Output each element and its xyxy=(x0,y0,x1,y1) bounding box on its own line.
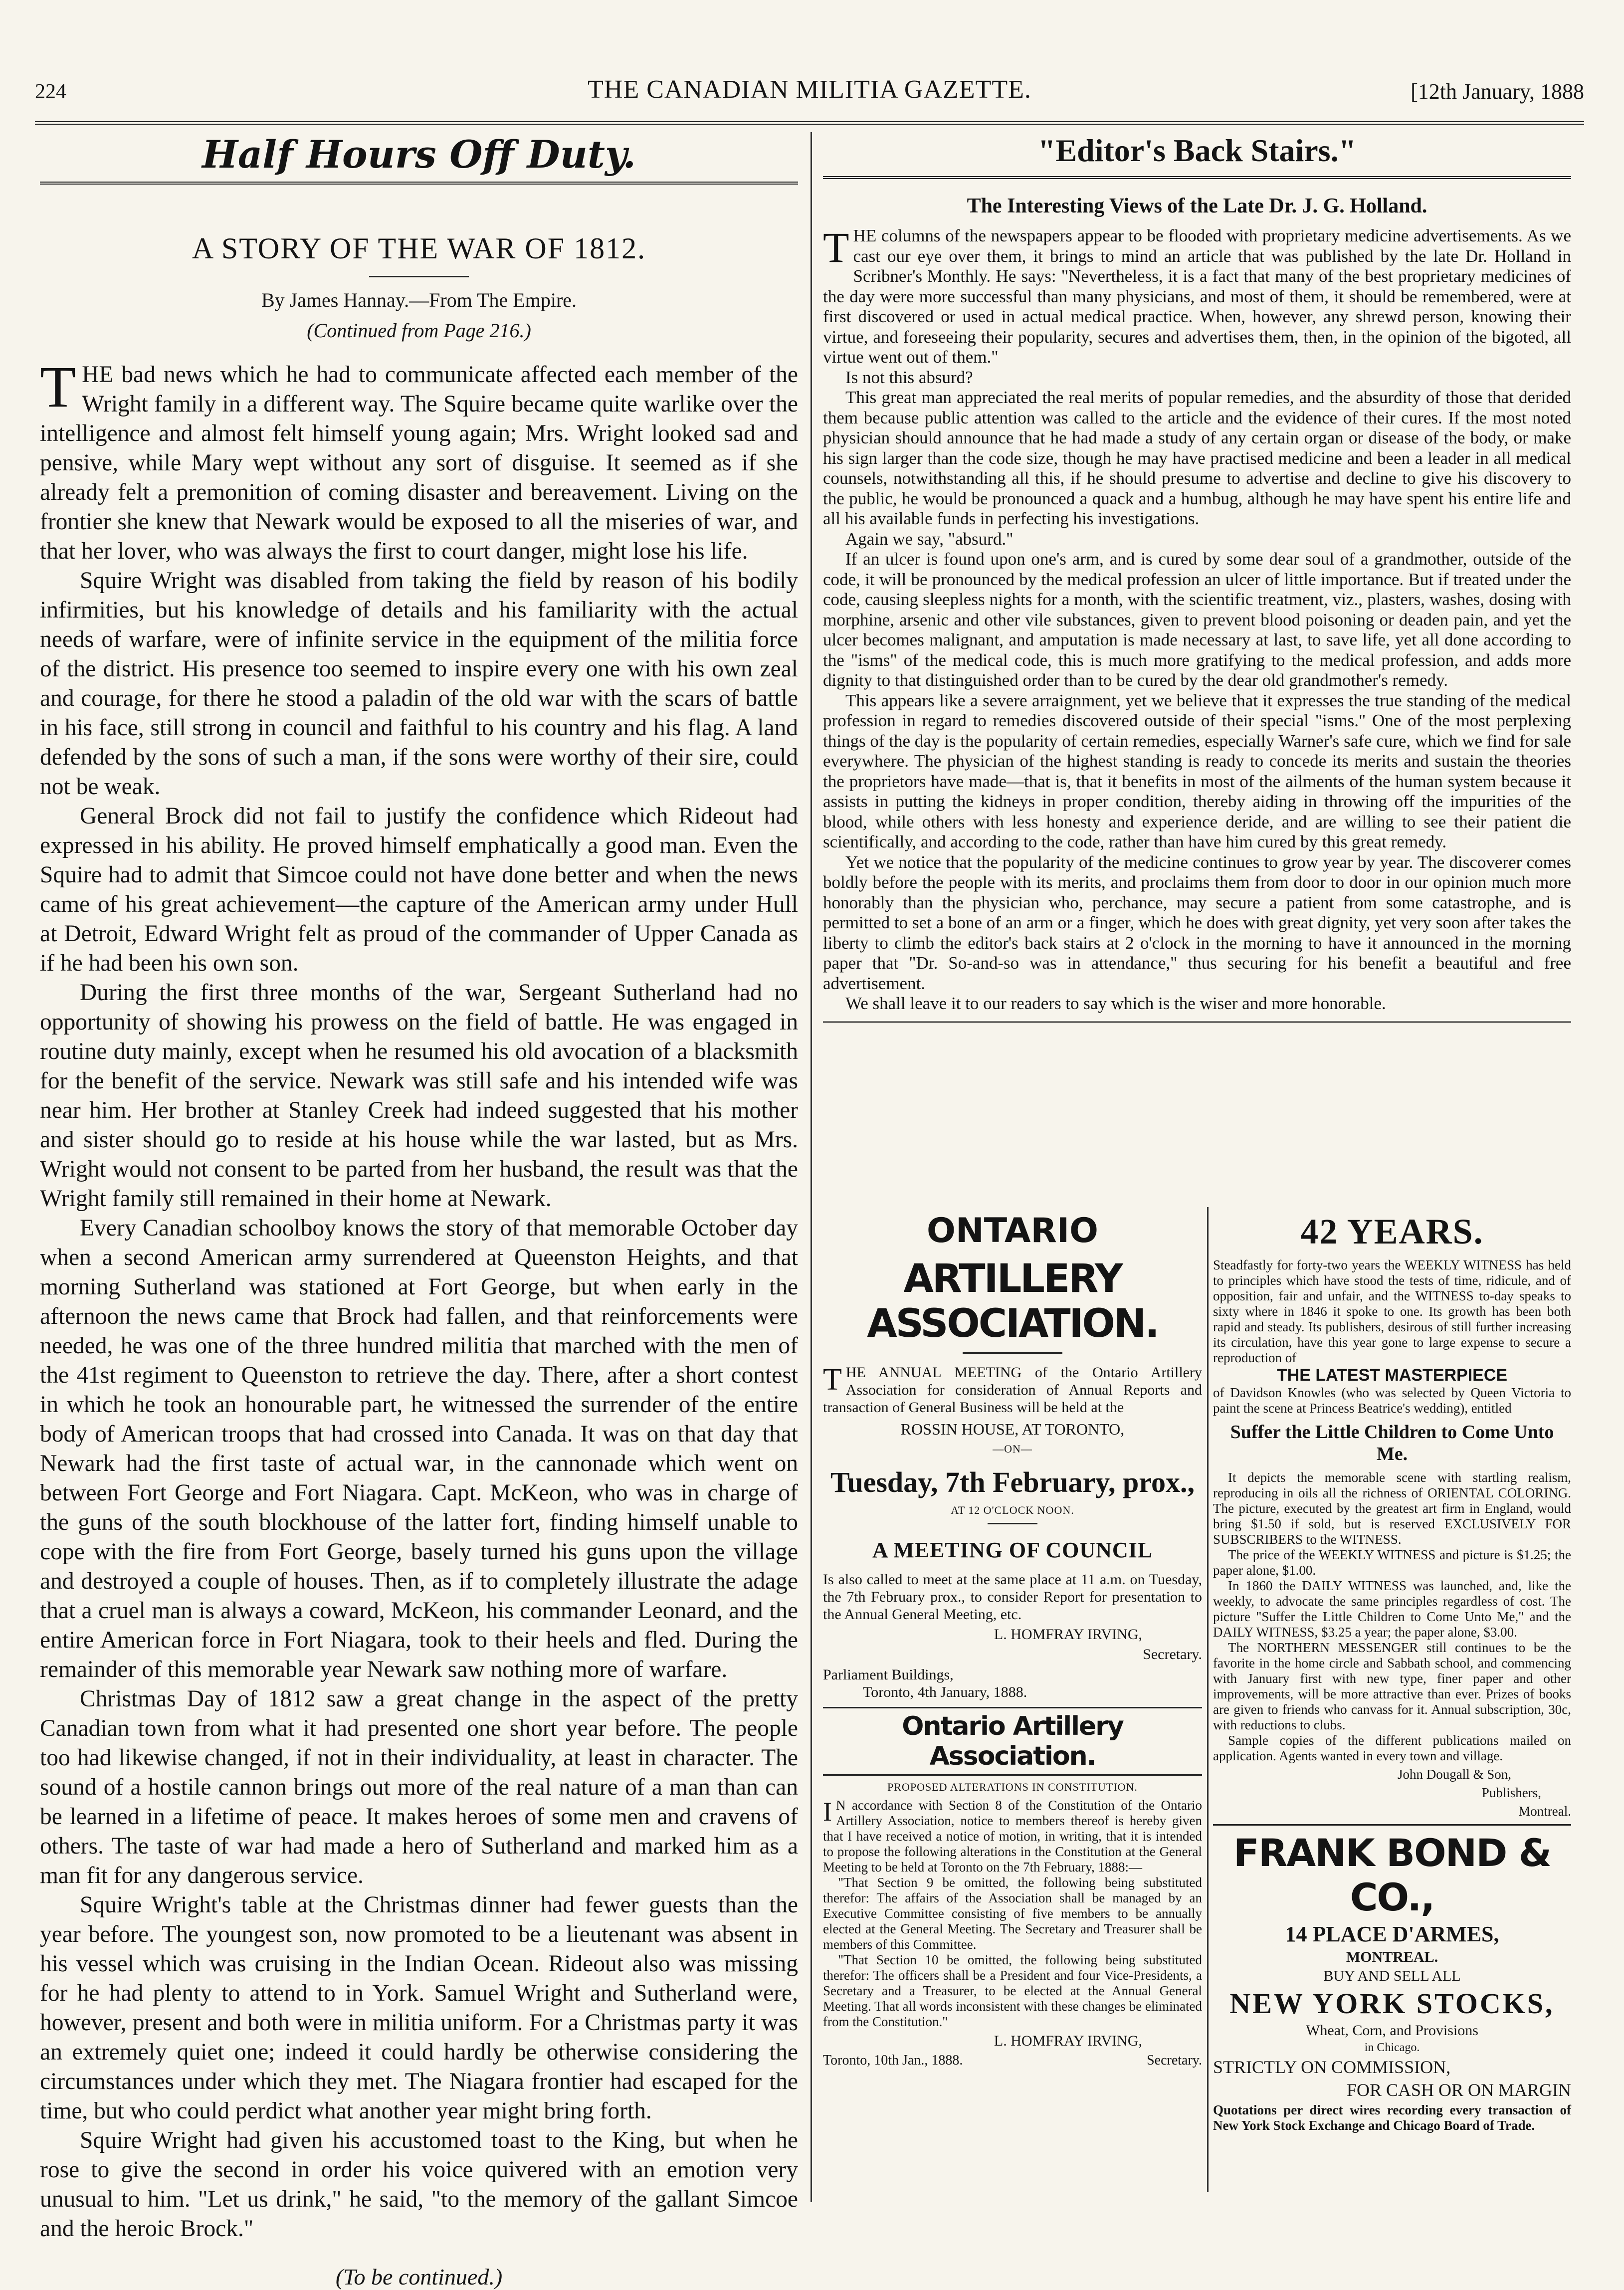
ad-signatory: L. HOMFRAY IRVING, xyxy=(994,2033,1142,2049)
witness-publisher: Montreal. xyxy=(1518,1804,1571,1819)
story-paragraph: Squire Wright's table at the Christmas dinner had fewer guests than the year before. The youngest son, now promoted to be a lieutenant was absent in his vessel which was cruising in the Indian Ocean. Rideout also was missing for he had plenty to attend to in York. Samuel Wright and Sutherland were, however, present and both were in militia uniform. For a Christmas party it was an extremely quiet one; indeed it could hardly be otherwise considering the circumstances under which they met. The Niagara frontier had escaped for the time, but who could perdict what another year might bring forth. xyxy=(40,1892,798,2124)
ad-signatory: L. HOMFRAY IRVING, xyxy=(994,1626,1142,1643)
section-rule xyxy=(40,182,798,187)
witness-text: Sample copies of the different publications mailed on application. Agents wanted in every town and village. xyxy=(1213,1733,1571,1763)
bond-chicago: in Chicago. xyxy=(1364,2041,1420,2054)
ad-on: —ON— xyxy=(993,1443,1032,1455)
bond-stocks: NEW YORK STOCKS, xyxy=(1229,1987,1555,2020)
editorial-paragraph: Is not this absurd? xyxy=(845,367,973,387)
ad-witness xyxy=(1213,1211,1571,1819)
story-paragraph: During the first three months of the war, Sergeant Sutherland had no opportunity of showing his prowess on the field of battle. He was engaged in routine duty mainly, except when he resumed his old avocation of a blacksmith for the benefit of the service. Newark was still safe and his intended wife was near him. Her brother at Stanley Creek had indeed suggested that his mother and sister should go to reside at his house while the war lasted, but as Mrs. Wright would not consent to be parted from her husband, the result was that the Wright family still remained in their home at Newark. xyxy=(40,980,798,1212)
story-title: A STORY OF THE WAR OF 1812. xyxy=(192,232,646,265)
bond-wheat: Wheat, Corn, and Provisions xyxy=(1306,2022,1478,2039)
proposed-text: I N accordance with Section 8 of the Constitution of the Ontario Artillery Association, notice to members thereof is hereby given that I have received a notice of motion, in writing, that it is intended to propose the following alterations in the Constitution at the General Meeting to be held at Toronto on the 7th February, 1888:— xyxy=(823,1797,1202,1874)
bond-title: FRANK BOND & CO., xyxy=(1233,1831,1551,1919)
council-text: Is also called to meet at the same place at 11 a.m. on Tuesday, the 7th February prox., to consider Report for presentation to the Annual General Meeting, etc. xyxy=(823,1571,1202,1623)
ad-frank-bond xyxy=(1213,1831,1571,2133)
bond-strictly: STRICTLY ON COMMISSION, xyxy=(1213,2057,1451,2077)
editorial-paragraph: Again we say, "absurd." xyxy=(845,529,1014,549)
story-paragraph: Christmas Day of 1812 saw a great change in the aspect of the pretty Canadian town from what it had presented one short year before. The people too had likewise changed, if not in their individuality, at least in character. The sound of a hostile cannon brings out more of the real nature of a man than can be learned in a lifetime of peace. It makes heroes of some men and cravens of others. The taste of war had made a hero of Sutherland and marked him as a man fit for any dangerous service. xyxy=(40,1686,798,1888)
publication-title: THE CANADIAN MILITIA GAZETTE. xyxy=(588,75,1031,104)
witness-publisher: Publishers, xyxy=(1481,1785,1541,1800)
left-column xyxy=(40,132,798,2290)
header-rule xyxy=(35,121,1584,128)
ad-signatory-title: Secretary. xyxy=(1143,1646,1202,1663)
editorial-paragraph: We shall leave it to our readers to say which is the wiser and more honorable. xyxy=(845,994,1386,1013)
ad-divider xyxy=(1207,1207,1209,2192)
ad-place: Parliament Buildings, xyxy=(823,1666,954,1683)
drop-cap: T xyxy=(823,223,849,271)
section-title: Half Hours Off Duty. xyxy=(202,132,636,177)
editorial-paragraph: Yet we notice that the popularity of the medicine continues to grow year by year. The discoverer comes boldly before the people with its merits, and proclaims them from door to door in our opinion much more honorably than the physician who, perchance, may secure a patient from some catastrophe, and is permitted to set a bone of an arm or a finger, which he does with great dignity, yet very soon after takes the liberty to climb the editor's back stairs at 2 o'clock in the morning to have it announced in the morning paper that "Dr. So-and-so was in attendance," thus securing for his benefit a beautiful and free advertisement. xyxy=(823,852,1571,993)
ad-signature-place: Toronto, 10th Jan., 1888. xyxy=(823,2053,963,2068)
editorial-title: "Editor's Back Stairs." xyxy=(1037,133,1357,168)
ad-venue: ROSSIN HOUSE, AT TORONTO, xyxy=(900,1420,1125,1438)
witness-title: 42 YEARS. xyxy=(1300,1212,1484,1251)
bond-quotations: Quotations per direct wires recording every transaction of New York Stock Exchange and Chicago Board of Trade. xyxy=(1213,2102,1571,2133)
editorial-paragraph: This great man appreciated the real merits of popular remedies, and the absurdity of those that derided them because public attention was called to the article and the evidence of their cures. If the most noted physician should announce that he had made a study of any certain organ or disease of the body, or make his sign larger than the code size, though he may have practised medicine and been a leader in all medical counsels, notwithstanding all this, if he should presume to advertise and decline to give his discovery to the public, he would be pronounced a quack and a humbug, although he may have spent his entire life and all his available funds in perfecting his investigations. xyxy=(823,388,1571,528)
story-paragraph: Every Canadian schoolboy knows the story of that memorable October day when a second American army surrendered at Queenston Heights, and that morning Sutherland was stationed at Fort George, but when early in the afternoon the news came that Brock had fallen, and that reinforcements were needed, he was one of the three hundred militia that marched with the men of the 41st regiment to Queenston to retrieve the day. There, after a short contest in which he took an honourable part, he witnessed the surrender of the entire body of American troops that had crossed into Canada. It was on that day that Newark had the first taste of actual war, in the cannonade which went on between Fort George and Fort Niagara. Capt. McKeon, who was in charge of the guns of the south blockhouse of the latter fort, finding himself unable to cope with the fire from Fort George, basely turned his guns upon the village and destroyed a couple of houses. Then, as if to completely illustrate the adage that a cruel man is always a coward, McKeon, his commander Leonard, and the entire American force in Fort Niagara, took to their heels and fled. During the remainder of this memorable year Newark saw nothing more of warfare. xyxy=(40,1215,798,1682)
editorial-paragraph: If an ulcer is found upon one's arm, and is cured by some dear soul of a grandmother, outside of the code, it will be pronounced by the medical profession an ulcer of little importance. But if treated under the code, causing sleepless nights for a month, with the scientific treatment, viz., plasters, washes, dosing with morphine, arsenic and other vile substances, given to prevent blood poisoning or deaden pain, and yet the ulcer becomes malignant, and amputation is made necessary at last, to save life, yet all done according to the "isms" of the medical code, this is much more gratifying to the medical profession, and adds more dignity to that distinguished order than to be cured by the dear old grandmother's remedy. xyxy=(823,549,1571,690)
witness-publisher: John Dougall & Son, xyxy=(1397,1767,1511,1782)
ad-rule xyxy=(988,1523,1037,1524)
continued-note: (Continued from Page 216.) xyxy=(307,319,531,342)
bond-city: MONTREAL. xyxy=(1346,1949,1438,1965)
ad-right-column xyxy=(1213,1207,1571,2133)
ad-meeting-date: Tuesday, 7th February, prox., xyxy=(830,1466,1195,1498)
witness-text: In 1860 the DAILY WITNESS was launched, and, like the weekly, to advocate the same principles regardless of cost. The picture "Suffer the Little Children to Come Unto Me," and the DAILY WITNESS, $3.25 a year; the paper alone, $3.00. xyxy=(1213,1578,1571,1640)
story-paragraph: THE bad news which he had to communicate affected each member of the Wright family in a different way. The Squire became quite warlike over the intelligence and almost felt himself young again; Mrs. Wright looked sad and pensive, while Mary wept without any sort of disguise. It seemed as if she already felt a premonition of coming disaster and bereavement. Living on the frontier she knew that Newark would be exposed to all the miseries of war, and that her lover, who was always the first to court danger, might lose his life. xyxy=(40,354,798,564)
to-be-continued: (To be continued.) xyxy=(335,2264,503,2290)
story-paragraph: General Brock did not fail to justify the confidence which Rideout had expressed in his ability. He proved himself emphatically a good man. Even the Squire had to admit that Simcoe could not have done better and when the news came of his great achievement—the capture of the American army under Hull at Detroit, Edward Wright felt as proud of the commander of Upper Canada as if he had been his own son. xyxy=(40,803,798,976)
story-paragraph: Squire Wright was disabled from taking the field by reason of his bodily infirmities, but his knowledge of details and his familiarity with the actual needs of warfare, were of infinite service in the equipment of the militia force of the district. His presence too seemed to inspire every one with his own zeal and courage, for there he stood a paladin of the old war with the scars of battle in his face, still strong in council and faithful to his country and his flag. A land defended by the sons of such a man, if the sons were worthy of their sire, could not be weak. xyxy=(40,568,798,800)
proposed-quote: "That Section 10 be omitted, the following being substituted therefor: The officers shall be a President and four Vice-Presidents, a Secretary and a Treasurer, to be elected at the Annual General Meeting. That all words inconsistent with these changes be eliminated from the Constitution." xyxy=(823,1952,1202,2029)
story-paragraph: Squire Wright had given his accustomed toast to the King, but when he rose to give the second in order his voice quivered with an emotion very unusual to him. "Let us drink," he said, "to the memory of the gallant Simcoe and the heroic Brock." xyxy=(40,2127,798,2242)
witness-painting: Suffer the Little Children to Come Unto Me. xyxy=(1230,1422,1554,1464)
ad-place-date: Toronto, 4th January, 1888. xyxy=(863,1684,1027,1700)
bond-address: 14 PLACE D'ARMES, xyxy=(1285,1922,1499,1946)
witness-text: The price of the WEEKLY WITNESS and picture is $1.25; the paper alone, $1.00. xyxy=(1213,1547,1571,1578)
witness-masterpiece: THE LATEST MASTERPIECE xyxy=(1276,1366,1508,1385)
page-number: 224 xyxy=(35,80,66,103)
witness-text: of Davidson Knowles (who was selected by Queen Victoria to paint the scene at Princess Beatrice's wedding), entitled xyxy=(1213,1385,1571,1416)
byline: By James Hannay.—From The Empire. xyxy=(261,289,577,311)
bond-margin: FOR CASH OR ON MARGIN xyxy=(1346,2080,1571,2100)
ad-ontario-artillery xyxy=(823,1207,1202,2069)
ad-meeting-time: AT 12 O'CLOCK NOON. xyxy=(951,1504,1074,1516)
running-header xyxy=(35,75,1584,120)
advertisements xyxy=(823,1207,1571,2192)
ad-rule xyxy=(963,1352,1062,1354)
drop-cap: T xyxy=(823,1363,842,1397)
witness-text: The NORTHERN MESSENGER still continues to be the favorite in the home circle and Sabbath school, and commencing with January first with new type, finer paper and other improvements, will be more attractive than ever. Prizes of books are given to friends who canvass for it. Annual subscription, 30c, with reductions to clubs. xyxy=(1213,1640,1571,1732)
witness-text: Steadfastly for forty-two years the WEEKLY WITNESS has held to principles which have stood the tests of time, ridicule, and of opposition, fair and unfair, and the WITNESS to-day speaks to sixty where in 1846 it spoke to one. Its growth has been both rapid and steady. Its publishers, desirous of still further increasing its circulation, have this year gone to large expense to secure a reproduction of xyxy=(1213,1257,1571,1365)
ad-signature-title: Secretary. xyxy=(1147,2053,1202,2068)
column-divider xyxy=(811,132,812,2202)
editorial-paragraph: THE columns of the newspapers appear to be flooded with proprietary medicine advertisements. As we cast our eye over them, it brings to mind an article that was published by the late Dr. Holland in Scribner's Monthly. He says: "Nevertheless, it is a fact that many of the best proprietary medicines of the day were more successful than many physicians, and most of them, it should be remembered, were at first discovered or used in actual medical practice. When, however, any shrewd person, knowing their virtue, and foreseeing their popularity, secures and advertises them, then, in the opinion of the bigoted, all virtue went out of them." xyxy=(823,223,1571,367)
ad-signature-line xyxy=(823,2053,1202,2069)
editorial-subtitle: The Interesting Views of the Late Dr. J. G. Holland. xyxy=(967,195,1427,217)
bond-buy: BUY AND SELL ALL xyxy=(1323,1968,1461,1984)
ad-title-line3: Ontario Artillery Association. xyxy=(823,1707,1202,1776)
ad-title-line1: ONTARIO xyxy=(927,1211,1098,1250)
drop-cap: I xyxy=(823,1797,832,1827)
editorial-rule xyxy=(823,176,1571,181)
title-rule xyxy=(369,276,469,277)
drop-cap: T xyxy=(40,354,76,419)
council-heading: A MEETING OF COUNCIL xyxy=(872,1538,1153,1562)
witness-text: It depicts the memorable scene with startling realism, reproducing in oils all the richness of ORIENTAL COLORING. The picture, executed by the greatest art firm in England, would bring $1.50 if sold, but is reserved EXCLUSIVELY FOR SUBSCRIBERS to the WITNESS. xyxy=(1213,1470,1571,1547)
ad-notice: THE ANNUAL MEETING of the Ontario Artillery Association for consideration of Annual Reports and transaction of General Business will be held at the xyxy=(823,1363,1202,1416)
proposed-quote: "That Section 9 be omitted, the following being substituted therefor: The affairs of the Association shall be managed by an Executive Committee consisting of five members to be annually elected at the General Meeting. The Secretary and Treasurer shall be members of this Committee. xyxy=(823,1875,1202,1952)
right-column xyxy=(823,132,1571,1024)
editorial-end-rule xyxy=(823,1021,1571,1024)
ad-rule xyxy=(1213,1824,1571,1826)
proposed-heading: PROPOSED ALTERATIONS IN CONSTITUTION. xyxy=(887,1781,1138,1793)
editorial-paragraph: This appears like a severe arraignment, yet we believe that it expresses the true standing of the medical profession in regard to remedies discovered outside of their special "isms." One of the most perplexing things of the day is the popularity of certain remedies, especially Warner's safe cure, which we find for sale everywhere. The physician of the highest standing is ready to concede its merits and sustain the theories the proprietors have made—that is, that it benefits in most of the ailments of the human system because it assists in putting the kidneys in proper condition, thereby aiding in throwing off the impurities of the blood, while others with less honesty and experience deride, and are willing to see their patient die scientifically, and according to the code, rather than have him cured by this great remedy. xyxy=(823,690,1571,851)
issue-date: [12th January, 1888 xyxy=(1411,79,1584,104)
ad-title-line2: ARTILLERY ASSOCIATION. xyxy=(867,1256,1158,1346)
